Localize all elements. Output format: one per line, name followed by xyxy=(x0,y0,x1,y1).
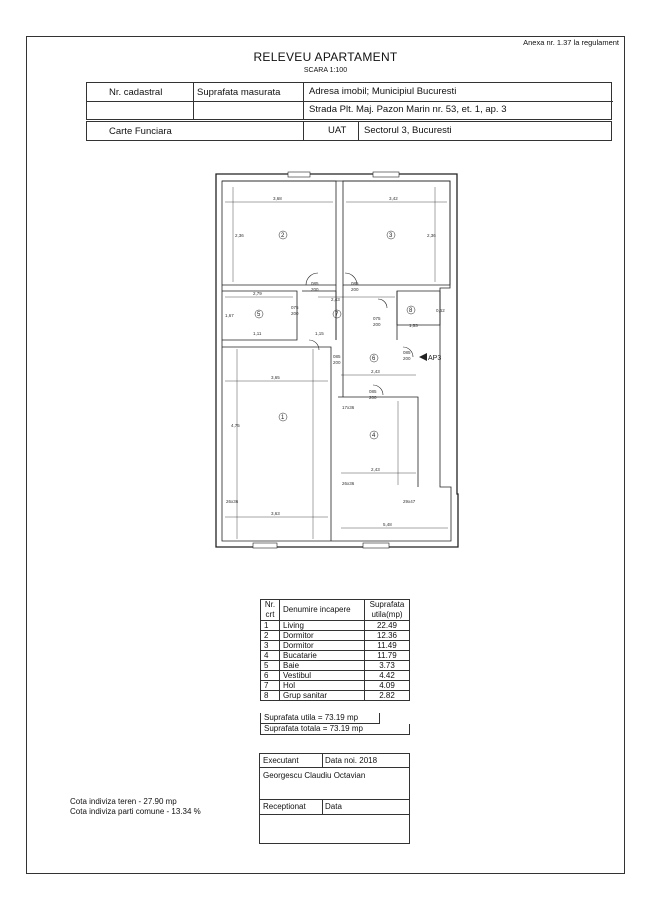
dim-label: 2,43 xyxy=(371,467,380,472)
door-label: 085 xyxy=(351,281,359,286)
col-header-denumire: Denumire incapere xyxy=(280,600,365,621)
signature-box xyxy=(259,753,410,844)
room-number-2: 2 xyxy=(281,233,285,239)
dim-label: 2,36 xyxy=(427,233,436,238)
door-label: 075 xyxy=(291,305,299,310)
executant-date: Data noi. 2018 xyxy=(325,756,378,765)
entrance-arrow xyxy=(419,353,427,361)
window-label: 26x36 xyxy=(226,499,239,504)
room-number-5: 5 xyxy=(257,312,261,318)
wall-vestibul xyxy=(336,285,397,397)
suprafata-utila-total: Suprafata utila = 73.19 mp xyxy=(260,713,380,724)
window-bottom-right xyxy=(363,543,389,548)
dim-label: 2,36 xyxy=(235,233,244,238)
dim-label: 5,48 xyxy=(383,522,392,527)
dim-label: 2,43 xyxy=(371,369,380,374)
rooms-table xyxy=(260,599,410,701)
table-row: 5 Baie 3.73 xyxy=(261,661,410,671)
receptionat-date-label: Data xyxy=(325,802,342,811)
dim-label: 3,63 xyxy=(271,511,280,516)
room-number-6: 6 xyxy=(372,356,376,362)
suprafata-masurata-label: Suprafata masurata xyxy=(197,87,281,98)
carte-funciara-label: Carte Funciara xyxy=(109,126,172,137)
document-scale: SCARA 1:100 xyxy=(303,67,348,74)
window-label: 17x36 xyxy=(342,405,355,410)
door-label: 085 xyxy=(369,389,377,394)
dim-label: 3,65 xyxy=(271,375,280,380)
table-row: 7 Hol 4.09 xyxy=(261,681,410,691)
table-row: 2 Dormitor 12.36 xyxy=(261,631,410,641)
dim-label: 1,15 xyxy=(315,331,324,336)
door-label: 200 xyxy=(373,322,381,327)
window-top-left xyxy=(288,172,310,177)
dim-label: 1,11 xyxy=(253,331,262,336)
door-label: 075 xyxy=(373,316,381,321)
window-top-right xyxy=(373,172,399,177)
door-label: 200 xyxy=(333,360,341,365)
col-header-nr: Nr. crt xyxy=(261,600,280,621)
room-number-3: 3 xyxy=(389,233,393,239)
room-number-1: 1 xyxy=(281,415,285,421)
dim-label: 3,68 xyxy=(273,196,282,201)
table-row: 6 Vestibul 4.42 xyxy=(261,671,410,681)
table-row: 3 Dormitor 11.49 xyxy=(261,641,410,651)
dim-label: 3,42 xyxy=(389,196,398,201)
table-row: 1 Living 22.49 xyxy=(261,621,410,631)
room-number-8: 8 xyxy=(409,308,413,314)
floor-plan xyxy=(213,157,468,577)
door-label: 200 xyxy=(291,311,299,316)
dim-label: 0,62 xyxy=(436,308,445,313)
header-table-row2 xyxy=(86,121,612,141)
door-label: 200 xyxy=(351,287,359,292)
document-title: RELEVEU APARTAMENT xyxy=(253,50,398,64)
window-label: 26x36 xyxy=(342,481,355,486)
header-table xyxy=(86,82,612,120)
window-label: 29x47 xyxy=(403,499,416,504)
executant-label: Executant xyxy=(263,756,299,765)
table-row: 4 Bucatarie 11.79 xyxy=(261,651,410,661)
door-arc-3 xyxy=(309,340,319,350)
table-row: 8 Grup sanitar 2.82 xyxy=(261,691,410,701)
door-label: 200 xyxy=(403,356,411,361)
dim-label: 1,53 xyxy=(409,323,418,328)
door-label: 085 xyxy=(311,281,319,286)
dim-label: 4,75 xyxy=(231,423,240,428)
door-label: 200 xyxy=(311,287,319,292)
suprafata-totala-total: Suprafata totala = 73.19 mp xyxy=(260,724,410,735)
uat-label: UAT xyxy=(328,125,347,136)
apartment-marker: AP3 xyxy=(428,355,442,362)
annex-note: Anexa nr. 1.37 la regulament xyxy=(523,38,619,47)
door-label: 085 xyxy=(403,350,411,355)
address-value: Strada Plt. Maj. Pazon Marin nr. 53, et. 1, ap. 3 xyxy=(309,104,507,115)
wall-grup-sanitar xyxy=(397,291,440,325)
window-bottom-left xyxy=(253,543,277,548)
executant-name: Georgescu Claudiu Octavian xyxy=(263,771,366,780)
dim-label: 1,67 xyxy=(225,313,234,318)
door-label: 085 xyxy=(333,354,341,359)
wall-bucatarie xyxy=(338,397,418,487)
dim-label: 2,43 xyxy=(331,297,340,302)
dim-label: 2,79 xyxy=(253,291,262,296)
door-label: 200 xyxy=(369,395,377,400)
address-label: Adresa imobil; Municipiul Bucuresti xyxy=(309,86,457,97)
door-arc-6 xyxy=(378,299,387,308)
cota-parti-comune: Cota indiviza parti comune - 13.34 % xyxy=(70,807,201,816)
room-number-4: 4 xyxy=(372,433,376,439)
nr-cadastral-label: Nr. cadastral xyxy=(109,87,163,98)
room-number-7: 7 xyxy=(335,312,339,318)
cota-teren: Cota indiviza teren - 27.90 mp xyxy=(70,797,177,806)
receptionat-label: Receptionat xyxy=(263,802,306,811)
col-header-suprafata: Suprafata utila(mp) xyxy=(365,600,410,621)
uat-value: Sectorul 3, Bucuresti xyxy=(364,125,452,136)
